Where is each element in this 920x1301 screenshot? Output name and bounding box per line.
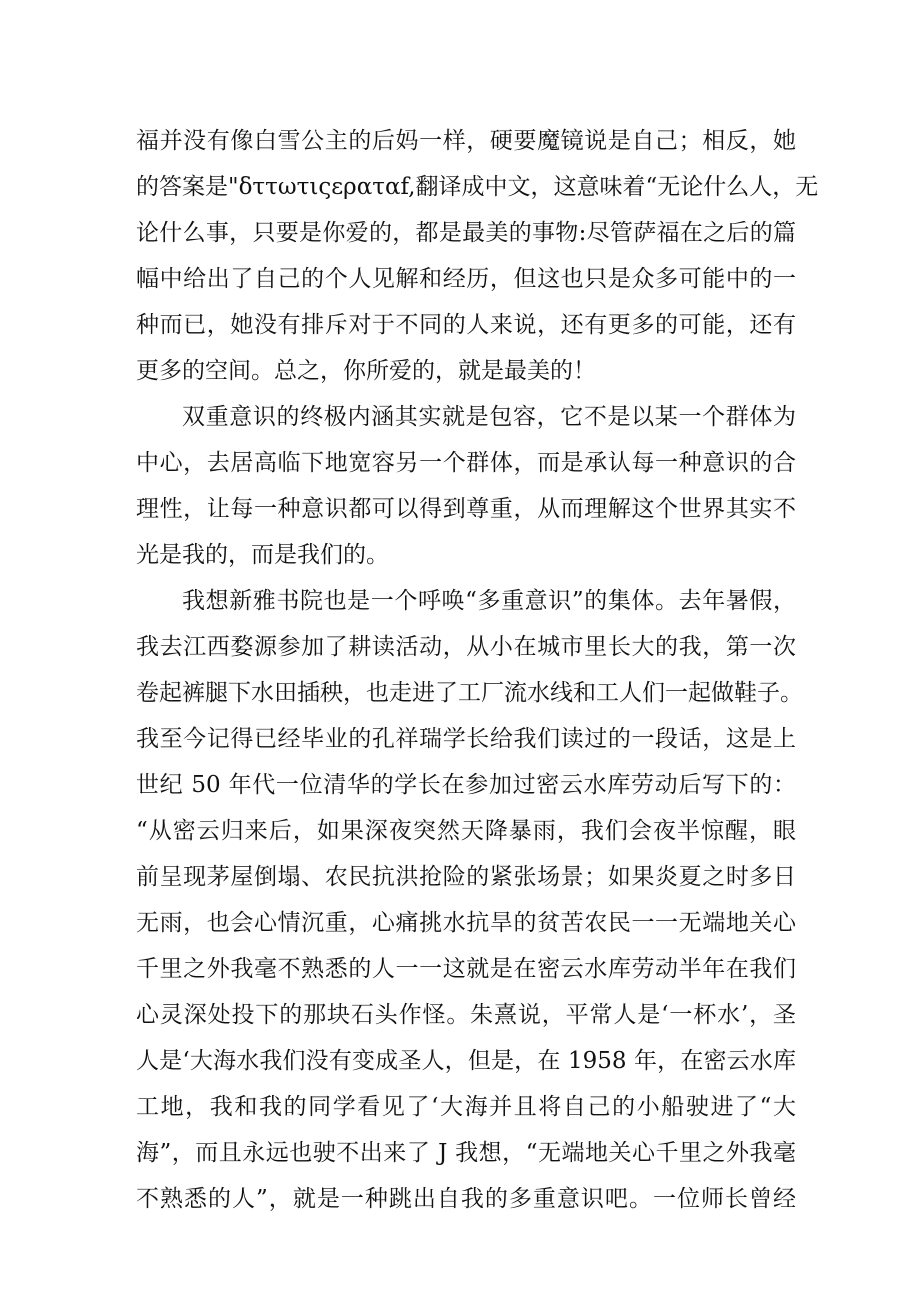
text-line: 海”，而且永远也驶不出来了 J 我想，“无端地关心千里之外我毫 [136,1140,796,1166]
text-line: 人是‘大海水我们没有变成圣人，但是，在 1958 年，在密云水库 [136,1048,796,1074]
text-line: 论什么事，只要是你爱的，都是最美的事物:尽管萨福在之后的篇 [136,220,796,246]
text-line: 不熟悉的人”，就是一种跳出自我的多重意识吧。一位师长曾经 [136,1186,796,1212]
text-line: 我至今记得已经毕业的孔祥瑞学长给我们读过的一段话，这是上 [136,726,796,752]
text-line: 中心，去居高临下地宽容另一个群体，而是承认每一种意识的合 [136,450,796,476]
text-line: 光是我的，而是我们的。 [136,542,389,568]
text-line: 更多的空间。总之，你所爱的，就是最美的！ [136,358,596,384]
text-line: 双重意识的终极内涵其实就是包容，它不是以某一个群体为 [182,404,796,430]
text-line: 的答案是"δττωτιςεραταf,翻译成中文，这意味着“无论什么人，无 [136,174,819,200]
text-line: 我想新雅书院也是一个呼唤“多重意识”的集体。去年暑假， [182,588,796,614]
text-line: 工地，我和我的同学看见了‘大海并且将自己的小船驶进了“大 [136,1094,796,1120]
text-line: 种而已，她没有排斥对于不同的人来说，还有更多的可能，还有 [136,312,796,338]
text-line: 无雨，也会心情沉重，心痛挑水抗旱的贫苦农民一一无端地关心 [136,910,796,936]
text-line: 幅中给出了自己的个人见解和经历，但这也只是众多可能中的一 [136,266,796,292]
text-line: 前呈现茅屋倒塌、农民抗洪抢险的紧张场景；如果炎夏之时多日 [136,864,796,890]
text-line: 世纪 50 年代一位清华的学长在参加过密云水库劳动后写下的： [136,772,796,798]
text-line: 千里之外我毫不熟悉的人一一这就是在密云水库劳动半年在我们 [136,956,796,982]
text-line: 卷起裤腿下水田插秧，也走进了工厂流水线和工人们一起做鞋子。 [136,680,803,706]
text-line: “从密云归来后，如果深夜突然天降暴雨，我们会夜半惊醒，眼 [136,818,796,844]
body-text [136,118,819,1222]
text-line: 心灵深处投下的那块石头作怪。朱熹说，平常人是‘一杯水’，圣 [136,1002,796,1028]
text-line: 福并没有像白雪公主的后妈一样，硬要魔镜说是自己；相反，她 [136,128,796,154]
text-line: 理性，让每一种意识都可以得到尊重，从而理解这个世界其实不 [136,496,796,522]
text-line: 我去江西婺源参加了耕读活动，从小在城市里长大的我，第一次 [136,634,796,660]
